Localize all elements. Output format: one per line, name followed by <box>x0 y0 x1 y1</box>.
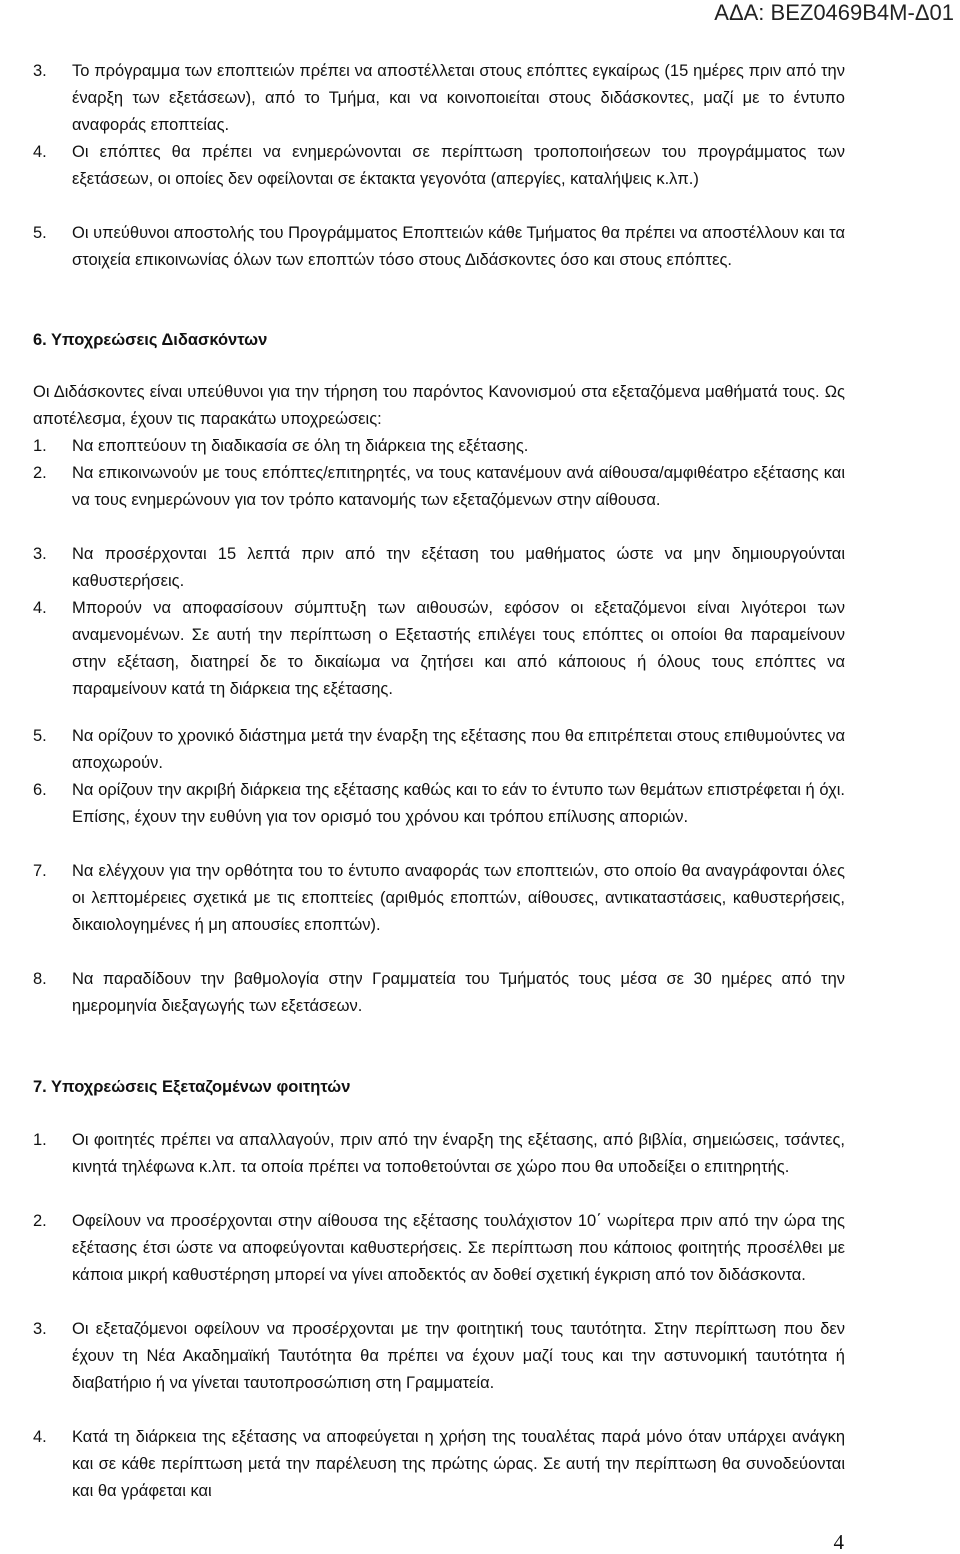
list-item-number: 3. <box>33 62 47 80</box>
list-item-number: 4. <box>33 1428 47 1446</box>
list-item-number: 8. <box>33 970 47 988</box>
list-item-text: Να ορίζουν την ακριβή διάρκεια της εξέτασης καθώς και το εάν το έντυπο των θεμάτων επιστρέφεται ή όχι. Επίσης, έχουν την ευθύνη για τον ορισμό του χρόνου και τρόπου επίλυσης αποριών. <box>72 781 845 826</box>
list-item-text: Να προσέρχονται 15 λεπτά πριν από την εξέταση του μαθήματος ώστε να μην δημιουργούνται καθυστερήσεις. <box>72 545 845 590</box>
list-item <box>33 1127 845 1181</box>
list-item <box>33 966 845 1020</box>
list-item <box>33 777 845 831</box>
list-item-text: Κατά τη διάρκεια της εξέτασης να αποφεύγεται η χρήση της τουαλέτας παρά μόνο όταν υπάρχει ανάγκη και σε κάθε περίπτωση μετά την παρέλευση της πρώτης ώρας. Σε αυτή την περίπτωση θα συνοδεύονται και θα γράφεται και <box>72 1428 845 1500</box>
list-item-number: 4. <box>33 143 47 161</box>
list-item-text: Μπορούν να αποφασίσουν σύμπτυξη των αιθουσών, εφόσον οι εξεταζόμενοι είναι λιγότεροι των αναμενομένων. Σε αυτή την περίπτωση ο Εξεταστής επιλέγει τους επόπτες οι οποίοι θα παραμείνουν στην εξέταση, διατηρεί δε το δικαίωμα να ζητήσει και από κάποιους ή όλους τους επόπτες να παραμείνουν κατά τη διάρκεια της εξέτασης. <box>72 599 845 698</box>
list-item <box>33 1316 845 1397</box>
list-item <box>33 858 845 939</box>
list-item-number: 4. <box>33 599 47 617</box>
page-number: 4 <box>833 1530 844 1554</box>
list-item <box>33 1424 845 1505</box>
document-ada-code: ΑΔΑ: ΒΕΖ0469Β4Μ-Δ01 <box>714 0 954 25</box>
list-item-text: Το πρόγραμμα των εποπτειών πρέπει να αποστέλλεται στους επόπτες εγκαίρως (15 ημέρες πριν από την έναρξη των εξετάσεων), από το Τμήμα, και να κοινοποιείται στους διδάσκοντες, μαζί με το έντυπο αναφοράς εποπτείας. <box>72 62 845 134</box>
list-item-number: 6. <box>33 781 47 799</box>
list-item-number: 1. <box>33 437 47 455</box>
list-item-number: 5. <box>33 224 47 242</box>
list-item-text: Οι φοιτητές πρέπει να απαλλαγούν, πριν από την έναρξη της εξέτασης, από βιβλία, σημειώσεις, τσάντες, κινητά τηλέφωνα κ.λπ. τα οποία πρέπει να τοποθετούνται σε χώρο που θα υποδείξει ο επιτηρητής. <box>72 1131 845 1176</box>
section-6-intro: Οι Διδάσκοντες είναι υπεύθυνοι για την τήρηση του παρόντος Κανονισμού στα εξεταζόμενα μαθήματά τους. Ως αποτέλεσμα, έχουν τις παρακάτω υποχρεώσεις: <box>33 383 845 428</box>
list-item-text: Οι επόπτες θα πρέπει να ενημερώνονται σε περίπτωση τροποποιήσεων του προγράμματος των εξετάσεων, οι οποίες δεν οφείλονται σε έκτακτα γεγονότα (απεργίες, καταλήψεις κ.λπ.) <box>72 143 845 188</box>
list-item <box>33 595 845 703</box>
list-item-text: Να ορίζουν το χρονικό διάστημα μετά την έναρξη της εξέτασης που θα επιτρέπεται στους επιθυμούντες να αποχωρούν. <box>72 727 845 772</box>
list-item-text: Να ελέγχουν για την ορθότητα του το έντυπο αναφοράς των εποπτειών, στο οποίο θα αναγράφονται όλες οι λεπτομέρειες σχετικά με τις εποπτείες (αριθμός εποπτών, αίθουσες, αντικαταστάσεις, καθυστερήσεις, δικαιολογημένες ή μη απουσίες εποπτών). <box>72 862 845 934</box>
list-item <box>33 433 845 460</box>
list-item-text: Οφείλουν να προσέρχονται στην αίθουσα της εξέτασης τουλάχιστον 10΄ νωρίτερα πριν από την ώρα της εξέτασης έτσι ώστε να αποφεύγονται καθυστερήσεις. Σε περίπτωση που κάποιος φοιτητής προσέλθει με κάποια μικρή καθυστέρηση μπορεί να γίνει αποδεκτός αν δοθεί σχετική έγκριση από τον διδάσκοντα. <box>72 1212 845 1284</box>
list-item <box>33 58 845 139</box>
list-item-text: Οι υπεύθυνοι αποστολής του Προγράμματος Εποπτειών κάθε Τμήματος θα πρέπει να αποστέλλουν και τα στοιχεία επικοινωνίας όλων των εποπτών τόσο στους Διδάσκοντες όσο και στους επόπτες. <box>72 224 845 269</box>
list-item-number: 5. <box>33 727 47 745</box>
section-6-heading: 6. Υποχρεώσεις Διδασκόντων <box>33 331 268 349</box>
list-item-text: Να επικοινωνούν με τους επόπτες/επιτηρητές, να τους κατανέμουν ανά αίθουσα/αμφιθέατρο εξέτασης και να τους ενημερώνουν για τον τρόπο κατανομής των εξεταζόμενων στην αίθουσα. <box>72 464 845 509</box>
list-item-text: Οι εξεταζόμενοι οφείλουν να προσέρχονται με την φοιτητική τους ταυτότητα. Στην περίπτωση που δεν έχουν τη Νέα Ακαδημαϊκή Ταυτότητα θα πρέπει να έχουν μαζί τους και την αστυνομική ταυτότητα ή διαβατήριο ή να γίνεται ταυτοπροσώπιση στη Γραμματεία. <box>72 1320 845 1392</box>
list-item-number: 2. <box>33 464 47 482</box>
list-item <box>33 139 845 193</box>
list-item-number: 3. <box>33 545 47 563</box>
list-item-text: Να εποπτεύουν τη διαδικασία σε όλη τη διάρκεια της εξέτασης. <box>72 437 529 455</box>
section-7-heading: 7. Υποχρεώσεις Εξεταζομένων φοιτητών <box>33 1078 351 1096</box>
list-item-number: 2. <box>33 1212 47 1230</box>
list-item <box>33 460 845 514</box>
list-item-number: 3. <box>33 1320 47 1338</box>
list-item <box>33 1208 845 1289</box>
list-item <box>33 541 845 595</box>
list-item-text: Να παραδίδουν την βαθμολογία στην Γραμματεία του Τμήματός τους μέσα σε 30 ημέρες από την ημερομηνία διεξαγωγής των εξετάσεων. <box>72 970 845 1015</box>
list-item-number: 7. <box>33 862 47 880</box>
list-item-number: 1. <box>33 1131 47 1149</box>
list-item <box>33 220 845 274</box>
list-item <box>33 723 845 777</box>
